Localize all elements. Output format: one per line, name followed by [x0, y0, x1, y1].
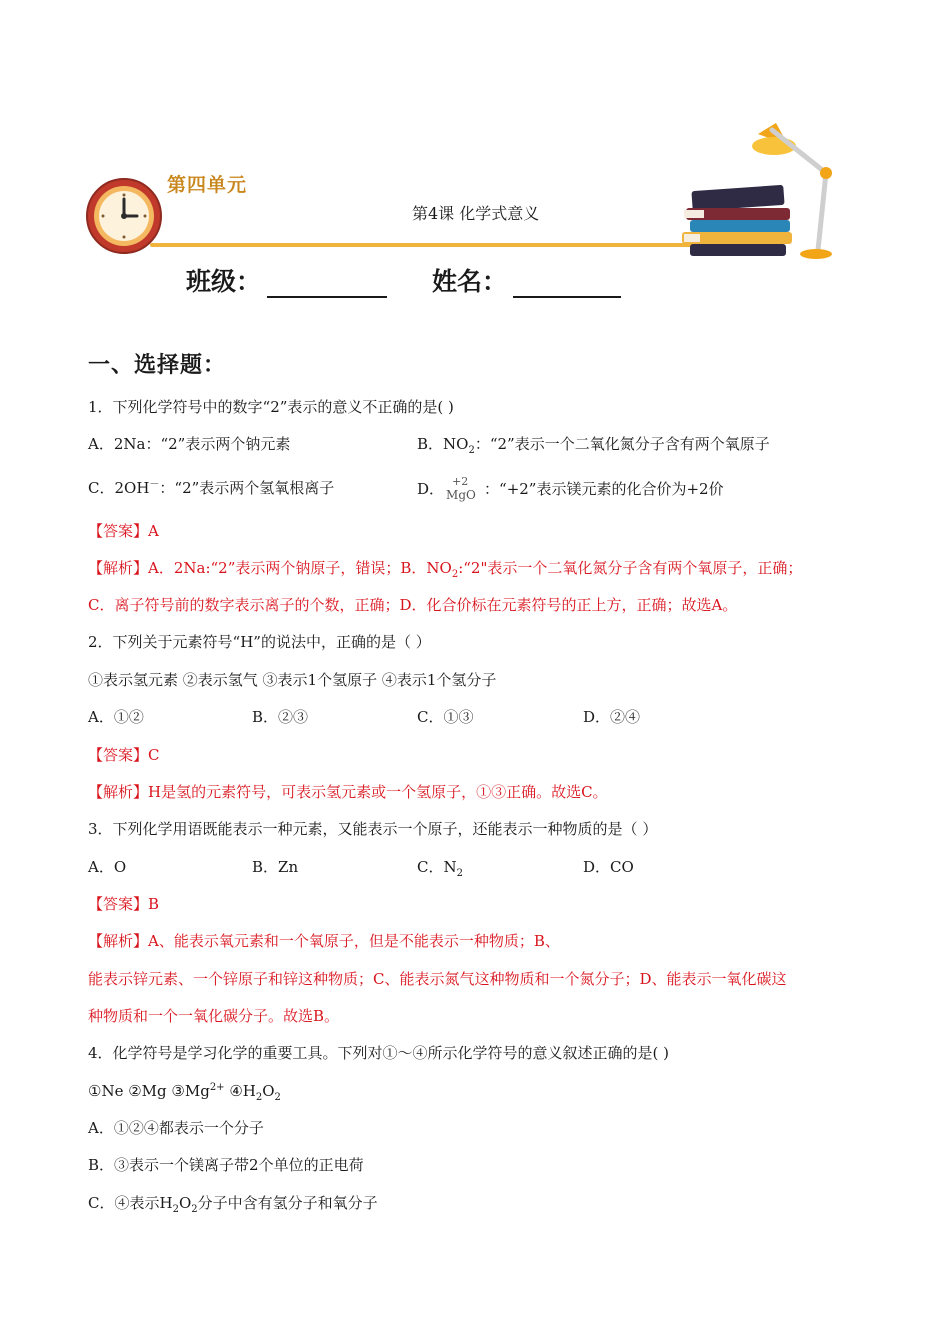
q1-explanation-2: C．离子符号前的数字表示离子的个数，正确；D．化合价标在元素符号的正上方，正确；故选A。	[88, 596, 738, 614]
section-heading: 一、选择题：	[88, 353, 227, 378]
class-blank[interactable]	[267, 270, 387, 298]
q3-stem: 3．下列化学用语既能表示一种元素，又能表示一个原子，还能表示一种物质的是（ ）	[88, 820, 658, 838]
name-field	[432, 262, 621, 298]
q2-answer: 【答案】C	[88, 746, 160, 764]
books-lamp-illustration	[676, 118, 852, 264]
q1-option-d: D． +2 MgO ：“+2”表示镁元素的化合价为+2价	[417, 475, 724, 502]
name-blank[interactable]	[513, 270, 621, 298]
q4-symbols: ①Ne ②Mg $③Mg^{2+}$ $④H_2O_2$	[88, 1082, 281, 1103]
valence-formula-image: +2 MgO	[446, 475, 476, 502]
q1-answer: 【答案】A	[88, 522, 159, 540]
q1-option-c: C．2OH－：“2”表示两个氢氧根离子	[88, 479, 335, 497]
q2-option-b: B．②③	[252, 708, 309, 726]
class-field	[186, 262, 387, 298]
header-divider	[150, 243, 710, 247]
q3-option-a: A．O	[88, 858, 127, 876]
q4-option-c: C．④表示$H_2O_2$分子中含有氢分子和氧分子	[88, 1194, 378, 1215]
q3-explanation-3: 种物质和一个一氧化碳分子。故选B。	[88, 1007, 340, 1025]
q2-explanation: 【解析】H是氢的元素符号，可表示氢元素或一个氢原子，①③正确。故选C。	[88, 783, 608, 801]
q3-option-c: C．$N_2$	[417, 858, 463, 879]
q2-option-a: A．①②	[88, 708, 144, 726]
q3-explanation-2: 能表示锌元素、一个锌原子和锌这种物质；C、能表示氮气这种物质和一个氮分子；D、能表示一氧化碳这	[88, 970, 787, 988]
q3-option-d: D．CO	[583, 858, 634, 876]
q2-option-d: D．②④	[583, 708, 641, 726]
q2-statements: ①表示氢元素 ②表示氢气 ③表示1个氢原子 ④表示1个氢分子	[88, 671, 497, 689]
q2-option-c: C．①③	[417, 708, 474, 726]
q3-option-b: B．Zn	[252, 858, 299, 876]
name-label: 姓名：	[432, 267, 508, 296]
q1-stem: 1．下列化学符号中的数字“2”表示的意义不正确的是( )	[88, 398, 454, 416]
q3-answer: 【答案】B	[88, 895, 160, 913]
q4-stem: 4．化学符号是学习化学的重要工具。下列对①～④所示化学符号的意义叙述正确的是( )	[88, 1044, 670, 1062]
q2-stem: 2．下列关于元素符号“H”的说法中，正确的是（ ）	[88, 633, 431, 651]
q1-explanation-1: 【解析】A．2Na:“2”表示两个钠原子，错误；B．$NO_2:“2$"表示一个二氧化氮分子含有两个氧原子，正确；	[88, 559, 803, 580]
q4-option-b: B．③表示一个镁离子带2个单位的正电荷	[88, 1156, 364, 1174]
q4-option-a: A．①②④都表示一个分子	[88, 1119, 264, 1137]
class-label: 班级：	[186, 267, 262, 296]
unit-title: 第四单元	[167, 174, 248, 196]
q1-option-b: B．$NO_2$：“2”表示一个二氧化氮分子含有两个氧原子	[417, 435, 770, 456]
lesson-title: 第4课 化学式意义	[412, 204, 540, 223]
q1-option-a: A．2Na：“2”表示两个钠元素	[88, 435, 291, 453]
q3-explanation-1: 【解析】A、能表示氧元素和一个氧原子，但是不能表示一种物质；B、	[88, 932, 560, 950]
